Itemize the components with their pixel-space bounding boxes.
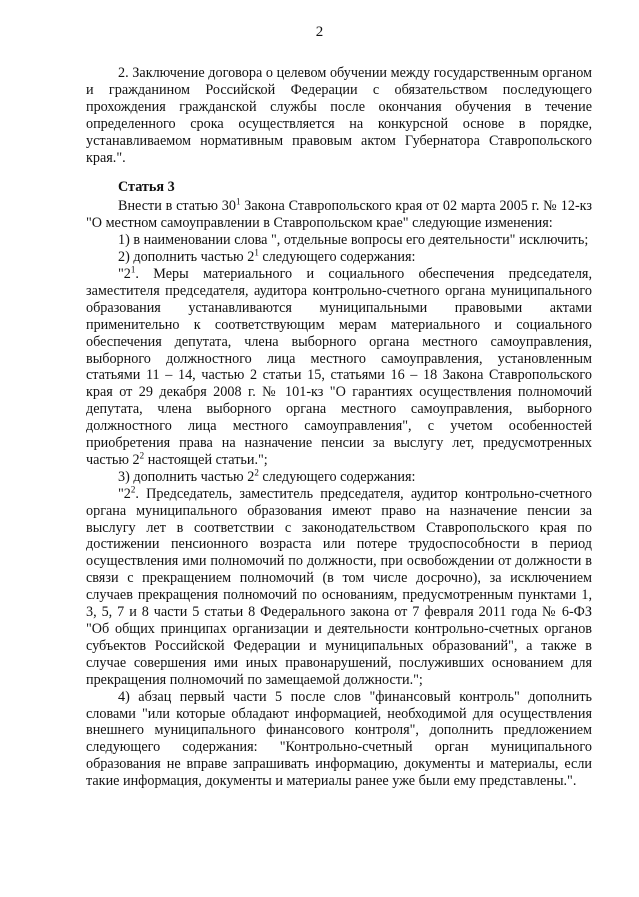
part-2-1-text: . Меры материального и социального обеспечения председателя, заместителя председателя, аудитора контрольно-счетного органа муниципального образования устанавливаются муниципальными правовыми актами применительно к соответствующим мерам материального и социального обеспечения депутата, члена выборного органа местного самоуправления, выборного должностного лица местного самоуправления, установленным статьями 11 – 14, частью 2 статьи 15, статьями 16 – 18 Закона Ставропольского края от 29 декабря 2008 г. № 101-кз "О гарантиях осуществления полномочий депутата, члена выборного органа местного самоуправления, выборного должностного лица местного самоуправления", с учетом особенностей приобретения права на назначение пенсии за выслугу лет, предусмотренных частью 2	[86, 265, 592, 468]
item-3-superscript: 2	[254, 467, 259, 478]
article-heading: Статья 3	[118, 179, 175, 196]
item-3-text-start: 3) дополнить частью 2	[118, 468, 255, 485]
part-2-1-superscript: 1	[130, 264, 136, 275]
part-2-1-paragraph	[86, 266, 592, 469]
intro-text-end: Закона Ставропольского края от 02 марта 2005 г. № 12-кз "О местном самоуправлении в Ставропольском крае" следующие изменения:	[86, 198, 592, 232]
paragraph-1: 2. Заключение договора о целевом обучении между государственным органом и гражданином Российской Федерации с обязательством последующего прохождения гражданской службы после окончания обучения в течение определенного срока осуществляется на конкурсной основе в порядке, устанавливаемом нормативным правовым актом Губернатора Ставропольского края.".	[86, 65, 592, 166]
part-2-1-text-end: настоящей статьи.";	[144, 451, 268, 468]
amendment-item-4: 4) абзац первый части 5 после слов "финансовый контроль" дополнить словами "или которые обладают информацией, необходимой для осуществления внешнего муниципального финансового контроля", дополнить предложением следующего содержания: "Контрольно-счетный орган муниципального образования не вправе запрашивать информацию, документы и материалы, если такие информация, документы и материалы ранее уже были ему представлены.".	[86, 688, 592, 790]
item-3-text-end: следующего содержания:	[258, 468, 416, 485]
part-2-2-prefix: "2	[118, 485, 131, 502]
document-body	[86, 65, 592, 790]
part-2-1-reference-superscript: 2	[139, 450, 145, 461]
part-2-2-paragraph	[86, 486, 592, 689]
intro-text-start: Внести в статью 30	[118, 198, 236, 215]
amendment-item-2	[86, 249, 592, 266]
page-number: 2	[315, 24, 324, 40]
part-2-1-prefix: "2	[118, 265, 131, 282]
part-2-2-superscript: 2	[130, 484, 136, 495]
item-2-superscript: 1	[254, 247, 259, 258]
item-2-text-start: 2) дополнить частью 2	[118, 249, 255, 266]
intro-superscript: 1	[235, 196, 241, 207]
item-2-text-end: следующего содержания:	[258, 249, 416, 266]
part-2-2-text: . Председатель, заместитель председателя, аудитор контрольно-счетного органа муниципального образования имеют право на назначение пенсии за выслугу лет в соответствии с законодательством Ставропольского края по достижении пенсионного возраста или потере трудоспособности в период осуществления ими полномочий по должности, при освобождении от должности в связи с прекращением полномочий (в том числе досрочно), за исключением случаев прекращения полномочий по основаниям, предусмотренным пунктами 1, 3, 5, 7 и 8 части 5 статьи 8 Федерального закона от 7 февраля 2011 года № 6-ФЗ "Об общих принципах организации и деятельности контрольно-счетных органов субъектов Российской Федерации и муниципальных образований", а также в случае совершения ими иных правонарушений, послуживших основанием для прекращения полномочий по замещаемой должности.";	[86, 485, 592, 688]
amendment-item-3	[86, 469, 592, 486]
intro-paragraph	[86, 198, 592, 232]
amendment-item-1: 1) в наименовании слова ", отдельные вопросы его деятельности" исключить;	[118, 232, 589, 249]
